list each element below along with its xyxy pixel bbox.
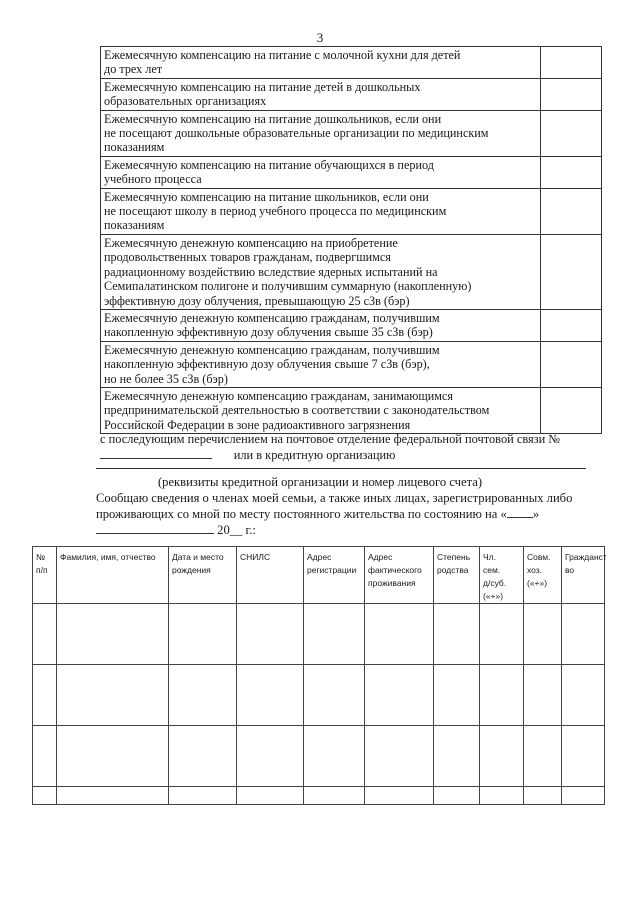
family-intro-line-3 [96, 522, 596, 538]
family-row [33, 726, 605, 787]
family-cell[interactable] [237, 665, 304, 726]
benefit-description [101, 234, 541, 309]
family-cell[interactable] [365, 787, 434, 805]
family-cell[interactable] [237, 787, 304, 805]
benefit-line: но не более 35 сЗв (бэр) [104, 371, 228, 386]
family-cell[interactable] [33, 665, 57, 726]
benefit-selection-cell[interactable] [541, 341, 602, 387]
benefit-line: показаниям [104, 218, 165, 233]
family-column-header [169, 547, 237, 604]
family-column-header-line: фактического [368, 565, 422, 575]
benefit-row [101, 78, 602, 110]
benefit-line: Ежемесячную компенсацию на питание обучающихся в период [104, 157, 434, 172]
date-day-blank[interactable] [507, 517, 533, 518]
family-column-header [480, 547, 524, 604]
family-cell[interactable] [480, 604, 524, 665]
family-column-header-line: сем. [483, 565, 501, 575]
family-column-header-line: рождения [172, 565, 211, 575]
benefit-selection-cell[interactable] [541, 78, 602, 110]
family-column-header [237, 547, 304, 604]
family-cell[interactable] [169, 665, 237, 726]
family-column-header-line: СНИЛС [240, 552, 271, 562]
benefit-line: Семипалатинском полигоне и получившим суммарную (накопленную) [104, 279, 472, 294]
requisites-caption: (реквизиты кредитной организации и номер лицевого счета) [157, 475, 483, 489]
benefit-line: эффективную дозу облучения, превышающую 25 сЗв (бэр) [104, 293, 410, 308]
family-cell[interactable] [33, 604, 57, 665]
family-column-header-line: Адрес [307, 552, 332, 562]
family-cell[interactable] [57, 726, 169, 787]
family-column-header [57, 547, 169, 604]
benefit-row [101, 341, 602, 387]
family-column-header [562, 547, 605, 604]
benefit-line: показаниям [104, 140, 165, 155]
benefit-line: Ежемесячную денежную компенсацию гражданам, занимающимся [104, 388, 453, 403]
family-cell[interactable] [480, 726, 524, 787]
family-cell[interactable] [169, 787, 237, 805]
family-row [33, 665, 605, 726]
family-cell[interactable] [434, 604, 480, 665]
benefit-line: накопленную эффективную дозу облучения свыше 7 сЗв (бэр), [104, 357, 430, 372]
benefit-description [101, 341, 541, 387]
benefit-selection-cell[interactable] [541, 156, 602, 188]
family-row [33, 787, 605, 805]
benefit-row [101, 309, 602, 341]
family-column-header-line: Гражданст [565, 552, 607, 562]
benefit-line: не посещают дошкольные образовательные организации по медицинским [104, 126, 489, 141]
benefit-line: продовольственных товаров гражданам, подвергшимся [104, 250, 391, 265]
family-column-header [434, 547, 480, 604]
family-cell[interactable] [434, 787, 480, 805]
benefit-selection-cell[interactable] [541, 110, 602, 156]
benefit-row [101, 156, 602, 188]
family-cell[interactable] [57, 604, 169, 665]
family-column-header-line: Фамилия, имя, отчество [60, 552, 156, 562]
family-column-header-line: Совм. [527, 552, 551, 562]
benefit-description [101, 309, 541, 341]
family-cell[interactable] [365, 604, 434, 665]
benefit-row [101, 47, 602, 79]
benefit-row [101, 110, 602, 156]
benefit-selection-cell[interactable] [541, 234, 602, 309]
family-cell[interactable] [304, 665, 365, 726]
benefit-description [101, 156, 541, 188]
benefit-line: Ежемесячную компенсацию на питание с молочной кухни для детей [104, 48, 461, 62]
benefit-line: Ежемесячную денежную компенсацию на приобретение [104, 235, 398, 250]
family-cell[interactable] [562, 604, 605, 665]
family-cell[interactable] [434, 726, 480, 787]
family-column-header [33, 547, 57, 604]
family-cell[interactable] [33, 787, 57, 805]
family-row [33, 604, 605, 665]
date-month-blank[interactable] [96, 533, 214, 534]
benefit-selection-cell[interactable] [541, 188, 602, 234]
family-cell[interactable] [562, 665, 605, 726]
family-cell[interactable] [237, 726, 304, 787]
family-column-header-line: Чл. [483, 552, 496, 562]
benefit-description [101, 188, 541, 234]
benefit-description [101, 47, 541, 79]
family-column-header-line: п/п [36, 565, 48, 575]
family-cell[interactable] [562, 726, 605, 787]
family-cell[interactable] [304, 726, 365, 787]
family-column-header-line: Адрес [368, 552, 393, 562]
benefit-line: Ежемесячную компенсацию на питание дошкольников, если они [104, 111, 442, 126]
family-cell[interactable] [304, 787, 365, 805]
family-intro [96, 490, 596, 538]
benefit-line: предпринимательской деятельностью в соответствии с законодательством [104, 403, 490, 418]
family-cell[interactable] [365, 726, 434, 787]
benefit-line: накопленную эффективную дозу облучения свыше 35 сЗв (бэр) [104, 325, 433, 340]
benefit-line: Ежемесячную денежную компенсацию гражданам, получившим [104, 310, 440, 325]
family-cell[interactable] [562, 787, 605, 805]
family-column-header-line: регистрации [307, 565, 357, 575]
family-column-header [365, 547, 434, 604]
family-cell[interactable] [33, 726, 57, 787]
postal-number-blank[interactable] [100, 458, 212, 459]
family-members-table [32, 546, 605, 805]
family-cell[interactable] [480, 787, 524, 805]
date-year-text: 20__ г.: [217, 523, 256, 537]
benefit-line: Ежемесячную компенсацию на питание детей в дошкольных [104, 79, 421, 94]
benefit-description [101, 78, 541, 110]
benefit-selection-cell[interactable] [541, 387, 602, 433]
family-table-header [33, 547, 605, 604]
benefit-description [101, 110, 541, 156]
family-cell[interactable] [57, 787, 169, 805]
family-column-header-line: родства [437, 565, 469, 575]
benefit-selection-cell[interactable] [541, 47, 602, 79]
family-intro-line-2-text: проживающих со мной по месту постоянного жительства по состоянию на « [96, 507, 507, 521]
family-cell[interactable] [57, 665, 169, 726]
family-cell[interactable] [365, 665, 434, 726]
postal-section [100, 431, 620, 463]
family-cell[interactable] [524, 787, 562, 805]
benefit-line: радиационному воздействию вследствие ядерных испытаний на [104, 264, 438, 279]
postal-line-1: с последующим перечислением на почтовое отделение федеральной почтовой связи № [100, 432, 561, 446]
family-intro-line-1: Сообщаю сведения о членах моей семьи, а также иных лицах, зарегистрированных либо [96, 491, 573, 505]
benefit-line: Российской Федерации в зоне радиоактивного загрязнения [104, 417, 411, 432]
benefit-line: до трех лет [104, 62, 163, 77]
family-cell[interactable] [480, 665, 524, 726]
page-number: 3 [316, 30, 324, 45]
benefits-table [100, 46, 602, 434]
family-intro-line-2 [96, 506, 596, 522]
benefit-line: учебного процесса [104, 172, 202, 187]
postal-line-2 [100, 447, 620, 463]
benefit-line: образовательных организациях [104, 94, 267, 109]
family-cell[interactable] [524, 604, 562, 665]
family-column-header-line: («+») [527, 578, 548, 588]
family-column-header-line: Степень [437, 552, 471, 562]
requisites-blank-line[interactable] [96, 468, 586, 469]
family-column-header-line: № [36, 552, 46, 562]
family-cell[interactable] [304, 604, 365, 665]
family-cell[interactable] [524, 665, 562, 726]
family-cell[interactable] [169, 604, 237, 665]
family-column-header-line: («+») [483, 591, 504, 601]
family-column-header [304, 547, 365, 604]
benefit-selection-cell[interactable] [541, 309, 602, 341]
family-intro-line-2-close: » [532, 507, 540, 521]
family-cell[interactable] [237, 604, 304, 665]
family-column-header-line: во [565, 565, 575, 575]
benefit-line: Ежемесячную денежную компенсацию гражданам, получившим [104, 342, 440, 357]
benefit-row [101, 188, 602, 234]
family-column-header-line: д/суб. [483, 578, 507, 588]
family-column-header-line: Дата и место [172, 552, 224, 562]
family-cell[interactable] [524, 726, 562, 787]
family-column-header-line: проживания [368, 578, 416, 588]
postal-or-credit-org: или в кредитную организацию [233, 448, 396, 462]
benefit-row [101, 234, 602, 309]
family-column-header [524, 547, 562, 604]
family-cell[interactable] [434, 665, 480, 726]
family-column-header-line: хоз. [527, 565, 543, 575]
benefit-row [101, 387, 602, 433]
benefit-description [101, 387, 541, 433]
benefit-line: Ежемесячную компенсацию на питание школьников, если они [104, 189, 429, 204]
benefit-line: не посещают школу в период учебного процесса по медицинским [104, 204, 447, 219]
family-cell[interactable] [169, 726, 237, 787]
